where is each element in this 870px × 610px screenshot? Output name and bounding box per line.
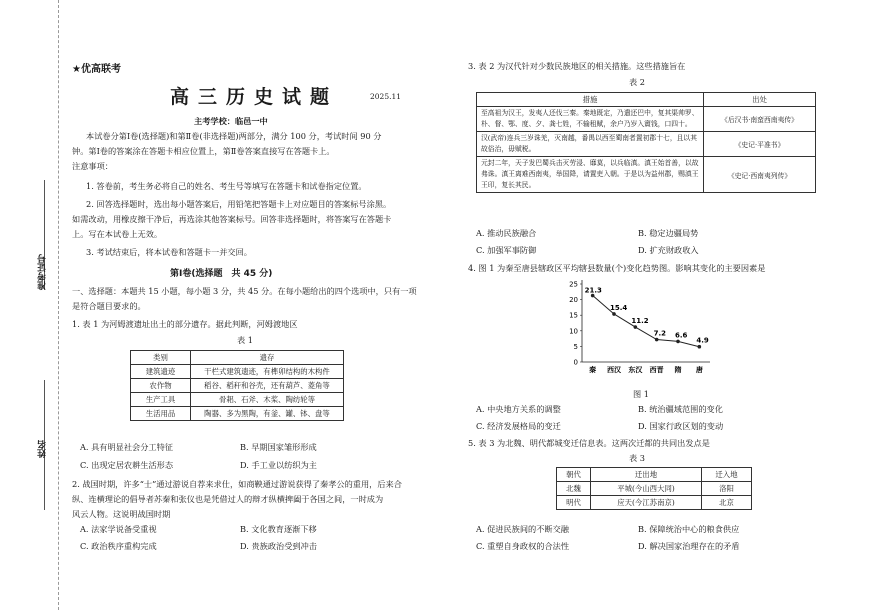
x-tick-label: 东汉 — [628, 366, 643, 374]
q5-option-b[interactable]: B. 保障统治中心的粮食供应 — [638, 524, 740, 534]
table-cell: 生活用品 — [131, 407, 191, 421]
table-cell: 生产工具 — [131, 393, 191, 407]
table-cell: 建筑遗迹 — [131, 365, 191, 379]
table-row — [557, 482, 752, 496]
y-tick-label: 5 — [573, 342, 578, 351]
host-school: 主考学校：临邑一中 — [194, 116, 268, 126]
data-label: 15.4 — [610, 303, 628, 312]
table-cell: 农作物 — [131, 379, 191, 393]
section1-instr-1: 一、选择题：本题共 15 小题，每小题 3 分，共 45 分。在每小题给出的四个选项中，只有一项 — [72, 286, 417, 296]
notice-2a: 2. 回答选择题时，选出每小题答案后，用铅笔把答题卡上对应题目的答案标号涂黑。 — [86, 199, 392, 209]
table-row — [131, 407, 344, 421]
table-cell: 《史记·西南夷列传》 — [704, 157, 816, 193]
q1-stem: 1. 表 1 为河姆渡遗址出土的部分遗存。据此判断，河姆渡地区 — [72, 319, 298, 329]
table-header-row — [131, 351, 344, 365]
table-header: 遗存 — [191, 351, 344, 365]
table-cell: 《后汉书·南蛮西南夷传》 — [704, 107, 816, 132]
q4-option-b[interactable]: B. 统治疆域范围的变化 — [638, 404, 723, 414]
table1-caption: 表 1 — [237, 335, 253, 345]
y-tick-label: 15 — [569, 311, 578, 320]
q4-option-c[interactable]: C. 经济发展格局的变迁 — [476, 421, 561, 431]
table-row — [131, 393, 344, 407]
exam-date: 2025.11 — [370, 92, 402, 101]
table3-caption: 表 3 — [629, 453, 645, 463]
q3-option-b[interactable]: B. 稳定边疆局势 — [638, 228, 699, 238]
table-header: 措施 — [477, 93, 704, 107]
data-label: 4.9 — [696, 336, 709, 345]
table-cell: 汉(武帝)连兵三岁诛羌，灭南越，番禺以西至蜀南者置初郡十七，且以其故俗治，毋赋税。 — [477, 132, 704, 157]
y-tick-label: 20 — [569, 296, 578, 305]
table2-caption: 表 2 — [629, 77, 645, 87]
figure1-caption: 图 1 — [633, 389, 649, 399]
table-cell: 干栏式建筑遗迹，有榫卯结构的木构件 — [191, 365, 344, 379]
table-cell: 至高祖为汉王，发夷人还伐三秦。秦地既定，乃遣还巴中，复其渠帅罗、朴、督、鄂、度、夕、龚七姓，不输租赋，余户乃岁入賨钱，口四十。 — [477, 107, 704, 132]
data-label: 6.6 — [675, 331, 688, 340]
q2-option-c[interactable]: C. 政治秩序重构完成 — [80, 541, 157, 551]
data-label: 11.2 — [631, 317, 649, 326]
q2-stem-1: 2. 战国时期，许多“士”通过游说自荐来求仕，如商鞅通过游说获得了秦孝公的重用，后来合 — [72, 479, 402, 489]
y-tick-label: 25 — [569, 280, 578, 289]
table-cell: 骨耜、石斧、木桨、陶纺轮等 — [191, 393, 344, 407]
table-row — [477, 157, 816, 193]
table-cell: 洛阳 — [702, 482, 752, 496]
table-cell: 《史记·平准书》 — [704, 132, 816, 157]
table-1 — [130, 350, 344, 421]
table-cell: 平城(今山西大同) — [591, 482, 702, 496]
binding-sidebar — [0, 0, 62, 610]
q2-option-a[interactable]: A. 法家学说备受重视 — [80, 524, 157, 534]
q3-option-c[interactable]: C. 加强军事防御 — [476, 245, 537, 255]
y-tick-label: 10 — [569, 327, 578, 336]
x-tick-label: 西汉 — [607, 366, 621, 374]
q3-option-a[interactable]: A. 推动民族融合 — [476, 228, 537, 238]
table-header: 类别 — [131, 351, 191, 365]
q2-option-b[interactable]: B. 文化教育逐渐下移 — [240, 524, 317, 534]
section1-title: 第Ⅰ卷(选择题 共 45 分) — [170, 269, 273, 279]
data-point — [612, 312, 616, 316]
table-header: 迁入地 — [702, 468, 752, 482]
table-row — [131, 379, 344, 393]
q3-option-d[interactable]: D. 扩充财政收入 — [638, 245, 699, 255]
table-cell: 应天(今江苏南京) — [591, 496, 702, 510]
notice-title: 注意事项： — [72, 161, 113, 171]
q3-stem: 3. 表 2 为汉代针对少数民族地区的相关措施。这些措施旨在 — [468, 61, 686, 71]
intro-line-2: 钟。第Ⅰ卷的答案涂在答题卡相应位置上，第Ⅱ卷答案直接写在答题卡上。 — [72, 146, 335, 156]
table-header: 朝代 — [557, 468, 591, 482]
table-header: 出处 — [704, 93, 816, 107]
x-tick-label: 隋 — [674, 366, 682, 374]
table-cell: 明代 — [557, 496, 591, 510]
chart-yticks — [569, 281, 582, 367]
table-cell: 陶器、多为黑陶，有釜、罐、钵、盘等 — [191, 407, 344, 421]
table-row — [477, 107, 816, 132]
chart-data-labels — [585, 287, 709, 345]
data-point — [655, 338, 659, 342]
q5-option-a[interactable]: A. 促进民族间的不断交融 — [476, 524, 569, 534]
notice-3: 3. 考试结束后，将本试卷和答题卡一并交回。 — [86, 247, 252, 257]
q2-option-d[interactable]: D. 贵族政治受到冲击 — [240, 541, 317, 551]
figure-1-chart — [560, 278, 720, 378]
q1-option-b[interactable]: B. 早期国家雏形形成 — [240, 442, 317, 452]
table-header: 迁出地 — [591, 468, 702, 482]
q1-option-c[interactable]: C. 出现定居农耕生活形态 — [80, 460, 174, 470]
table-2 — [476, 92, 816, 193]
data-point — [634, 325, 638, 329]
table-cell: 稻谷、稻秆和谷壳，还有葫芦、菱角等 — [191, 379, 344, 393]
notice-1: 1. 答卷前，考生务必将自己的姓名、考生号等填写在答题卡和试卷指定位置。 — [86, 181, 367, 191]
section1-instr-2: 是符合题目要求的。 — [72, 301, 146, 311]
q2-stem-3: 风云人物。这说明战国时期 — [72, 509, 171, 519]
q4-stem: 4. 图 1 为秦至唐县辖政区平均辖县数量(个)变化趋势图。影响其变化的主要因素是 — [468, 263, 766, 273]
table-header-row — [557, 468, 752, 482]
x-tick-label: 秦 — [589, 366, 597, 374]
table-cell: 北魏 — [557, 482, 591, 496]
page-title: 高三历史试题 — [170, 86, 339, 108]
x-tick-label: 西晋 — [649, 366, 664, 374]
q5-stem: 5. 表 3 为北魏、明代都城变迁信息表。这两次迁都的共同出发点是 — [468, 438, 710, 448]
table-3 — [556, 467, 752, 510]
name-label: 姓名 — [38, 440, 48, 458]
table-row — [477, 132, 816, 157]
exam-number-label: 准考证号 — [38, 254, 48, 290]
q5-option-d[interactable]: D. 解决国家治理存在的矛盾 — [638, 541, 740, 551]
table-row — [131, 365, 344, 379]
data-point — [676, 340, 680, 344]
q4-option-d[interactable]: D. 国家行政区划的变动 — [638, 421, 724, 431]
binding-dashed-line — [58, 0, 59, 610]
q1-option-d[interactable]: D. 手工业以纺织为主 — [240, 460, 317, 470]
data-label: 7.2 — [653, 329, 667, 338]
q2-stem-2: 纵、连横理论的倡导者苏秦和张仪也是凭借过人的辩才纵横捭阖于各国之间，一时成为 — [72, 494, 384, 504]
notice-2c: 上。写在本试卷上无效。 — [72, 229, 163, 239]
notice-2b: 如需改动，用橡皮擦干净后，再选涂其他答案标号。回答非选择题时，将答案写在答题卡 — [72, 214, 392, 224]
chart-xticks — [588, 365, 703, 374]
q1-option-a[interactable]: A. 具有明显社会分工特征 — [80, 442, 173, 452]
table-row — [557, 496, 752, 510]
q5-option-c[interactable]: C. 重塑自身政权的合法性 — [476, 541, 570, 551]
intro-line-1: 本试卷分第Ⅰ卷(选择题)和第Ⅱ卷(非选择题)两部分，满分 100 分，考试时间 90 分 — [86, 131, 382, 141]
x-tick-label: 唐 — [695, 366, 703, 374]
data-point — [698, 345, 702, 349]
y-tick-label: 0 — [573, 358, 578, 367]
table-cell: 北京 — [702, 496, 752, 510]
table-header-row — [477, 93, 816, 107]
data-label: 21.3 — [584, 286, 602, 295]
table-cell: 元封二年，天子发巴蜀兵击灭劳浸、靡莫，以兵临滇。滇王始首善，以故弗诛。滇王离难西南夷，举国降，请置吏入朝。于是以为益州郡，赐滇王王印，复长其民。 — [477, 157, 704, 193]
joint-exam-label: ★优高联考 — [72, 64, 121, 75]
q4-option-a[interactable]: A. 中央地方关系的调整 — [476, 404, 561, 414]
